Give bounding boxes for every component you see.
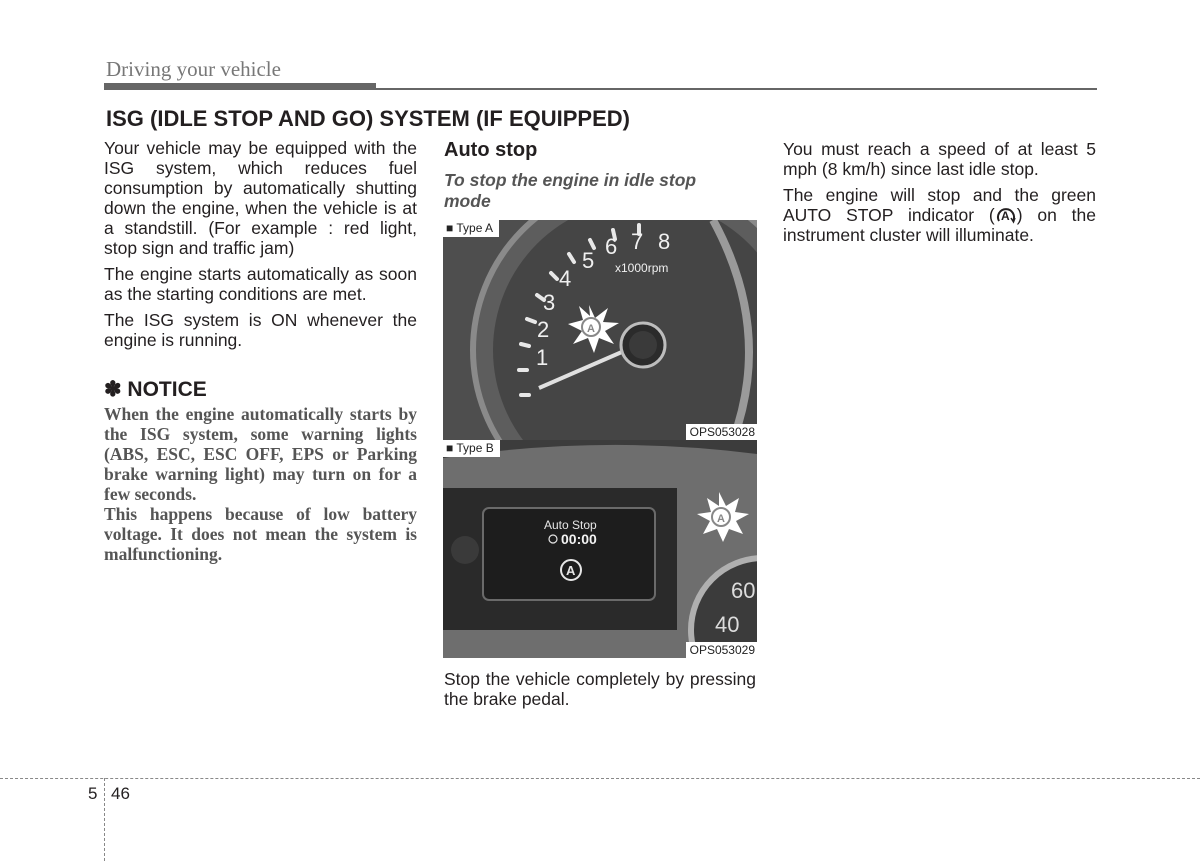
speed-requirement-paragraph: You must reach a speed of at least 5 mph (8 km/h) since last idle stop.: [783, 139, 1096, 179]
svg-text:A: A: [717, 513, 725, 525]
figure-type-b: [443, 440, 757, 658]
cluster-display-illustration: [443, 440, 757, 658]
intro-paragraph: Your vehicle may be equipped with the ISG system, which reduces fuel consumption by automatically shutting down the engine, when the vehicle is at a standstill. (For example : red light, stop sign and traffic jam): [104, 138, 417, 258]
auto-stop-indicator-icon: [995, 205, 1017, 225]
tach-number: 2: [537, 317, 550, 342]
display-time: 00:00: [561, 531, 597, 547]
notice-paragraph: This happens because of low battery voltage. It does not mean the system is malfunctioning.: [104, 504, 417, 564]
section-title: ISG (IDLE STOP AND GO) SYSTEM (IF EQUIPPED): [106, 106, 630, 131]
speed-number: 60: [731, 578, 756, 603]
stop-vehicle-caption: Stop the vehicle completely by pressing the brake pedal.: [444, 669, 756, 709]
tach-number: 4: [559, 266, 572, 291]
figure-label: ■ Type B: [443, 440, 500, 457]
column-3: [783, 139, 1096, 251]
notice-title: ✽ NOTICE: [104, 378, 207, 401]
tach-number: 8: [658, 229, 671, 254]
indicator-text-start: The engine will stop and the green AUTO STOP indicator (: [783, 185, 1096, 225]
header-rule-accent: [104, 83, 376, 90]
tach-number: 1: [536, 345, 549, 370]
tach-number: 5: [582, 248, 595, 273]
restart-paragraph: The engine starts automatically as soon as the starting conditions are met.: [104, 264, 417, 304]
auto-stop-subtitle: To stop the engine in idle stop mode: [444, 170, 697, 211]
footer-rule: [0, 778, 1200, 779]
notice-paragraph: When the engine automatically starts by the ISG system, some warning lights (ABS, ESC, ESC OFF, EPS or Parking brake warning light) may turn on for a few seconds.: [104, 404, 417, 504]
auto-stop-title: Auto stop: [444, 139, 538, 161]
indicator-paragraph: [783, 185, 1096, 245]
svg-text:A: A: [566, 563, 576, 578]
figure-code: OPS053029: [686, 642, 757, 658]
display-title: Auto Stop: [544, 518, 597, 532]
svg-text:A: A: [587, 323, 595, 335]
figure-code: OPS053028: [686, 424, 757, 440]
header-title: Driving your vehicle: [106, 57, 281, 81]
figure-type-a: [443, 220, 757, 440]
tach-unit: x1000rpm: [615, 261, 669, 275]
footer-divider: [104, 778, 105, 861]
column-1: [104, 138, 417, 564]
tach-number: 6: [605, 234, 618, 259]
tachometer-illustration: [443, 220, 757, 440]
page-number: 46: [111, 784, 130, 803]
tach-number: 3: [543, 290, 556, 315]
notice-body: [104, 404, 417, 564]
system-on-paragraph: The ISG system is ON whenever the engine is running.: [104, 310, 417, 350]
tach-number: 7: [631, 229, 644, 254]
svg-text:A: A: [1000, 209, 1010, 223]
figure-label: ■ Type A: [443, 220, 499, 237]
indicator-text-end: ) on the instrument cluster will illuminate.: [783, 205, 1096, 245]
chapter-number: 5: [88, 784, 98, 803]
speed-number: 40: [715, 612, 740, 637]
